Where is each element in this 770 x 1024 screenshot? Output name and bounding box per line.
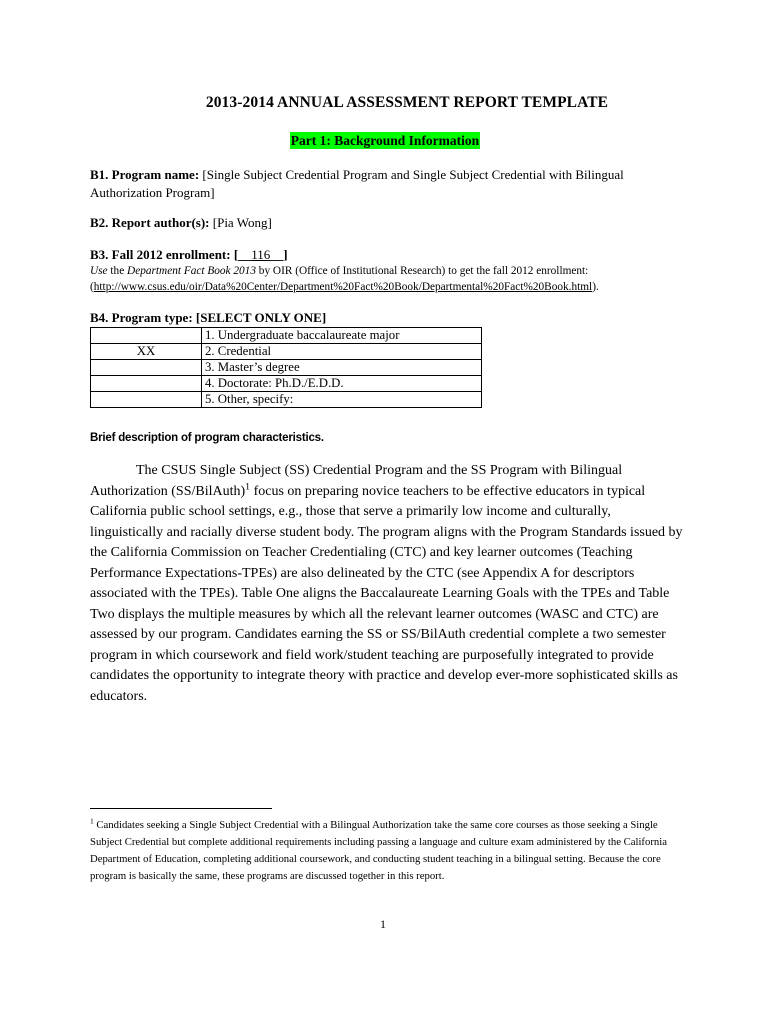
b3-value-suffix: __] (270, 247, 288, 262)
b3-note-rest: by OIR (Office of Institutional Research) to get the fall 2012 enrollment: (255, 265, 589, 277)
b1-label: B1. Program name: (90, 167, 200, 182)
body-text-part1: The CSUS Single Subject (SS) Credential Program and the SS Program with Bilingual Authorization (SS/BilAuth) (90, 463, 623, 499)
table-row (91, 376, 482, 392)
b1-value: [Single Subject Credential Program and Single Subject Credential with Bilingual Authorization Program] (90, 167, 624, 200)
footnote-number: 1 (90, 816, 94, 826)
option-text: 2. Credential (202, 344, 482, 360)
option-mark (91, 392, 202, 408)
option-mark (91, 360, 202, 376)
b3-enrollment (90, 246, 690, 264)
b3-note-the: the (107, 265, 128, 277)
program-type-table (90, 327, 482, 408)
body-text-part2: focus on preparing novice teachers to be effective educators in typical California public school settings, e.g., those that serve a primarily low income and culturally, linguistically and racially diverse student body. The program aligns with the Program Standards issued by the California Commission on Teacher Credentialing (CTC) and key learner outcomes (Teaching Performance Expectations-TPEs) are also delineated by the CTC (see Appendix A for descriptors associated with the TPEs). Table One aligns the Baccalaureate Learning Goals with the TPEs and Table Two displays the multiple measures by which all the relevant learner outcomes (WASC and CTC) are assessed by our program. Candidates earning the SS or SS/BilAuth credential complete a two semester program in which coursework and field work/student teaching are purposefully integrated to provide candidates the opportunity to integrate theory with practice and develop ever-more sophisticated skills as educators. (90, 483, 683, 704)
table-row (91, 328, 482, 344)
b3-note (90, 263, 710, 295)
footnote (90, 817, 686, 885)
b3-link-open: ( (90, 281, 94, 293)
b4-program-type-label: B4. Program type: [SELECT ONLY ONE] (90, 310, 327, 325)
b3-note-use: Use (90, 265, 108, 277)
option-text: 3. Master’s degree (202, 360, 482, 376)
b3-value: 116 (251, 247, 271, 262)
program-description-paragraph (90, 461, 686, 707)
table-row (91, 360, 482, 376)
b3-value-prefix: [__ (230, 247, 252, 262)
table-row (91, 392, 482, 408)
brief-description-heading: Brief description of program characteristics. (90, 432, 324, 444)
b2-report-authors (90, 214, 690, 232)
footnote-text: Candidates seeking a Single Subject Credential with a Bilingual Authorization take the same core courses as those seeking a Single Subject Credential but complete additional requirements including passing a language and culture exam administered by the California Department of Education, completing additional coursework, and conducting student teaching in a bilingual setting. Because the core program is basically the same, these programs are discussed together in this report. (90, 819, 667, 882)
option-text: 1. Undergraduate baccalaureate major (202, 328, 482, 344)
option-mark: XX (91, 344, 202, 360)
b2-value: [Pia Wong] (209, 215, 272, 230)
option-mark (91, 376, 202, 392)
document-title: 2013-2014 ANNUAL ASSESSMENT REPORT TEMPLATE (205, 94, 609, 111)
footnote-ref: 1 (245, 480, 251, 492)
part-1-heading: Part 1: Background Information (290, 133, 480, 148)
b3-note-book: Department Fact Book 2013 (127, 265, 256, 277)
b1-program-name (90, 166, 690, 202)
part-heading-wrapper (0, 132, 770, 150)
b3-label: B3. Fall 2012 enrollment: (90, 247, 231, 262)
option-text: 4. Doctorate: Ph.D./E.D.D. (202, 376, 482, 392)
b2-label: B2. Report author(s): (90, 215, 210, 230)
footnote-separator (90, 808, 272, 809)
option-text: 5. Other, specify: (202, 392, 482, 408)
option-mark (91, 328, 202, 344)
oir-fact-book-link[interactable]: http://www.csus.edu/oir/Data%20Center/Department%20Fact%20Book/Departmental%20Fact%20Book.html (93, 281, 593, 293)
page-number: 1 (380, 917, 386, 931)
table-row (91, 344, 482, 360)
b3-link-close: ). (592, 281, 599, 293)
